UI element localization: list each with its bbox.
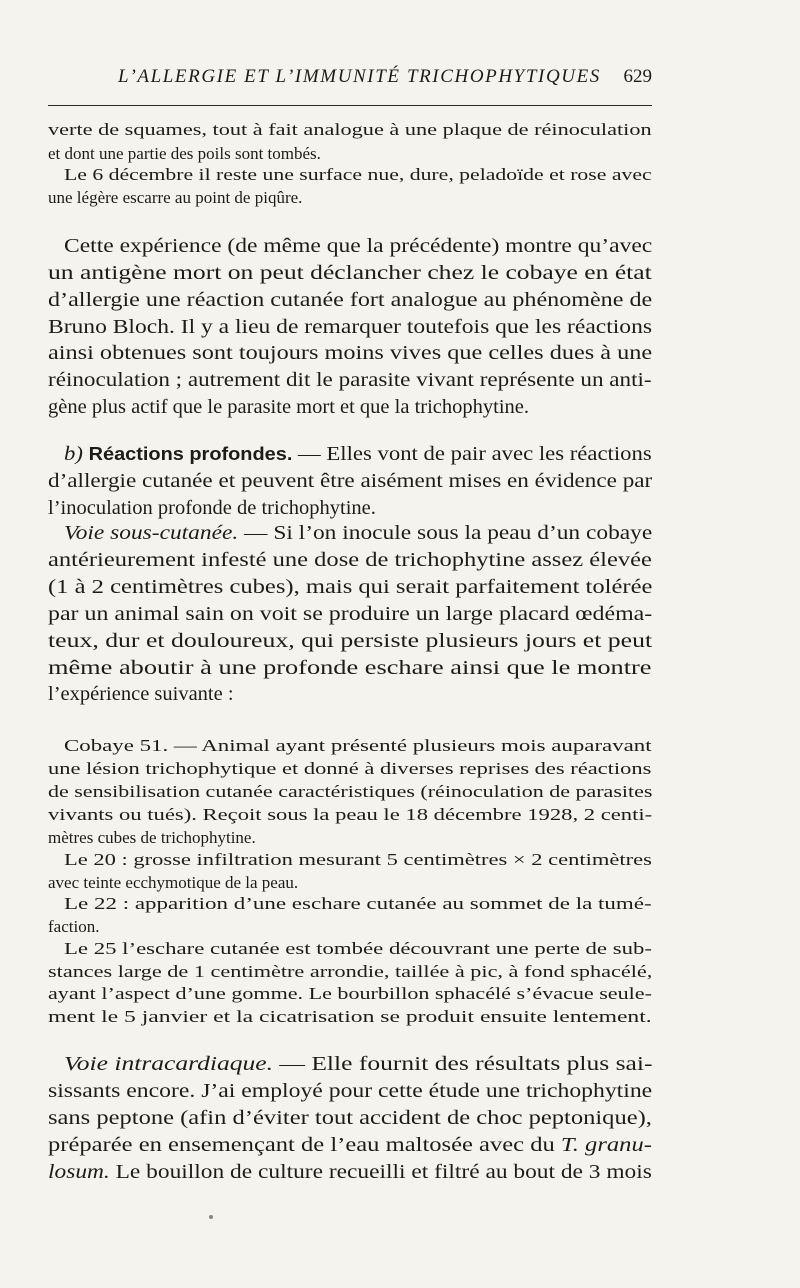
text-line: Le 22 : apparition d’une eschare cutanée au sommet de la tumé- bbox=[64, 894, 652, 913]
text-line: d’allergie cutanée et peuvent être aisément mises en évidence par bbox=[48, 470, 653, 492]
text-line: stances large de 1 centimètre arrondie, taillée à pic, à fond sphacélé, bbox=[48, 962, 653, 981]
text-line: gène plus actif que le parasite mort et que la trichophytine. bbox=[48, 396, 530, 418]
text-run: préparée en ensemençant de l’eau maltosée avec du bbox=[48, 1134, 561, 1156]
text-line: mètres cubes de trichophytine. bbox=[48, 828, 256, 847]
text-line bbox=[48, 1161, 652, 1184]
text-line: Le 25 l’eschare cutanée est tombée découvrant une perte de sub- bbox=[64, 939, 652, 958]
text-line: ment le 5 janvier et la cicatrisation se produit ensuite lentement. bbox=[48, 1007, 652, 1026]
text-line: un antigène mort on peut déclancher chez le cobaye en état bbox=[48, 262, 652, 284]
running-head bbox=[48, 66, 652, 96]
section-heading-line bbox=[64, 443, 652, 466]
subsection-heading: Voie sous-cutanée. bbox=[64, 522, 239, 544]
text-line: Cette expérience (de même que la précédente) montre qu’avec bbox=[64, 235, 653, 257]
species-name: losum. bbox=[48, 1161, 110, 1183]
text-line: vivants ou tués). Reçoit sous la peau le 18 décembre 1928, 2 centi- bbox=[48, 805, 653, 824]
text-line: Cobaye 51. — Animal ayant présenté plusieurs mois auparavant bbox=[64, 736, 652, 755]
text-line bbox=[48, 1134, 652, 1157]
species-name: T. granu- bbox=[560, 1134, 652, 1156]
subsection-heading: Voie intracardiaque. bbox=[64, 1053, 274, 1075]
text-line: antérieurement infesté une dose de trichophytine assez élevée bbox=[48, 549, 652, 571]
text-line: l’inoculation profonde de trichophytine. bbox=[48, 497, 376, 519]
page-number: 629 bbox=[623, 66, 652, 87]
text-line: d’allergie une réaction cutanée fort analogue au phénomène de bbox=[48, 289, 653, 311]
text-run: — Elles vont de pair avec les réactions bbox=[292, 443, 652, 465]
section-label: b) bbox=[64, 443, 83, 465]
text-line: Le 20 : grosse infiltration mesurant 5 centimètres × 2 centimètres bbox=[64, 850, 652, 869]
text-line: avec teinte ecchymotique de la peau. bbox=[48, 873, 299, 892]
text-line: une légère escarre au point de piqûre. bbox=[48, 188, 303, 207]
text-line: sans peptone (afin d’éviter tout accident de choc peptonique), bbox=[48, 1107, 652, 1129]
subsection-heading-line bbox=[64, 1053, 652, 1076]
text-line: Le 6 décembre il reste une surface nue, dure, peladoïde et rose avec bbox=[64, 165, 652, 184]
text-line: l’expérience suivante : bbox=[48, 683, 234, 705]
section-heading: Réactions profondes. bbox=[88, 444, 293, 464]
text-run: — Si l’on inocule sous la peau d’un cobaye bbox=[238, 522, 653, 544]
text-line: et dont une partie des poils sont tombés. bbox=[48, 144, 321, 163]
subsection-heading-line bbox=[64, 522, 652, 545]
running-title: L’ALLERGIE ET L’IMMUNITÉ TRICHOPHYTIQUES bbox=[118, 66, 601, 87]
ink-speck bbox=[209, 1215, 213, 1219]
text-line: verte de squames, tout à fait analogue à une plaque de réinoculation bbox=[48, 120, 652, 139]
text-line: Bruno Bloch. Il y a lieu de remarquer toutefois que les réactions bbox=[48, 316, 653, 338]
text-run: — Elle fournit des résultats plus sai- bbox=[273, 1053, 653, 1075]
text-run: Le bouillon de culture recueilli et filtré au bout de 3 mois bbox=[109, 1161, 652, 1183]
header-rule bbox=[48, 105, 652, 106]
text-line: réinoculation ; autrement dit le parasite vivant représente un anti- bbox=[48, 369, 652, 391]
text-line: par un animal sain on voit se produire un large placard œdéma- bbox=[48, 603, 653, 625]
text-line: une lésion trichophytique et donné à diverses reprises des réactions bbox=[48, 759, 652, 778]
text-line: teux, dur et douloureux, qui persiste plusieurs jours et peut bbox=[48, 630, 653, 652]
text-line: faction. bbox=[48, 917, 100, 936]
text-line: ainsi obtenues sont toujours moins vives que celles dues à une bbox=[48, 342, 653, 364]
text-line: ayant l’aspect d’une gomme. Le bourbillon sphacélé s’évacue seule- bbox=[48, 984, 652, 1003]
text-line: de sensibilisation cutanée caractéristiques (réinoculation de parasites bbox=[48, 782, 653, 801]
text-line: (1 à 2 centimètres cubes), mais qui serait parfaitement tolérée bbox=[48, 576, 653, 598]
text-line: même aboutir à une profonde eschare ainsi que le montre bbox=[48, 657, 652, 679]
text-line: sissants encore. J’ai employé pour cette étude une trichophytine bbox=[48, 1080, 653, 1102]
